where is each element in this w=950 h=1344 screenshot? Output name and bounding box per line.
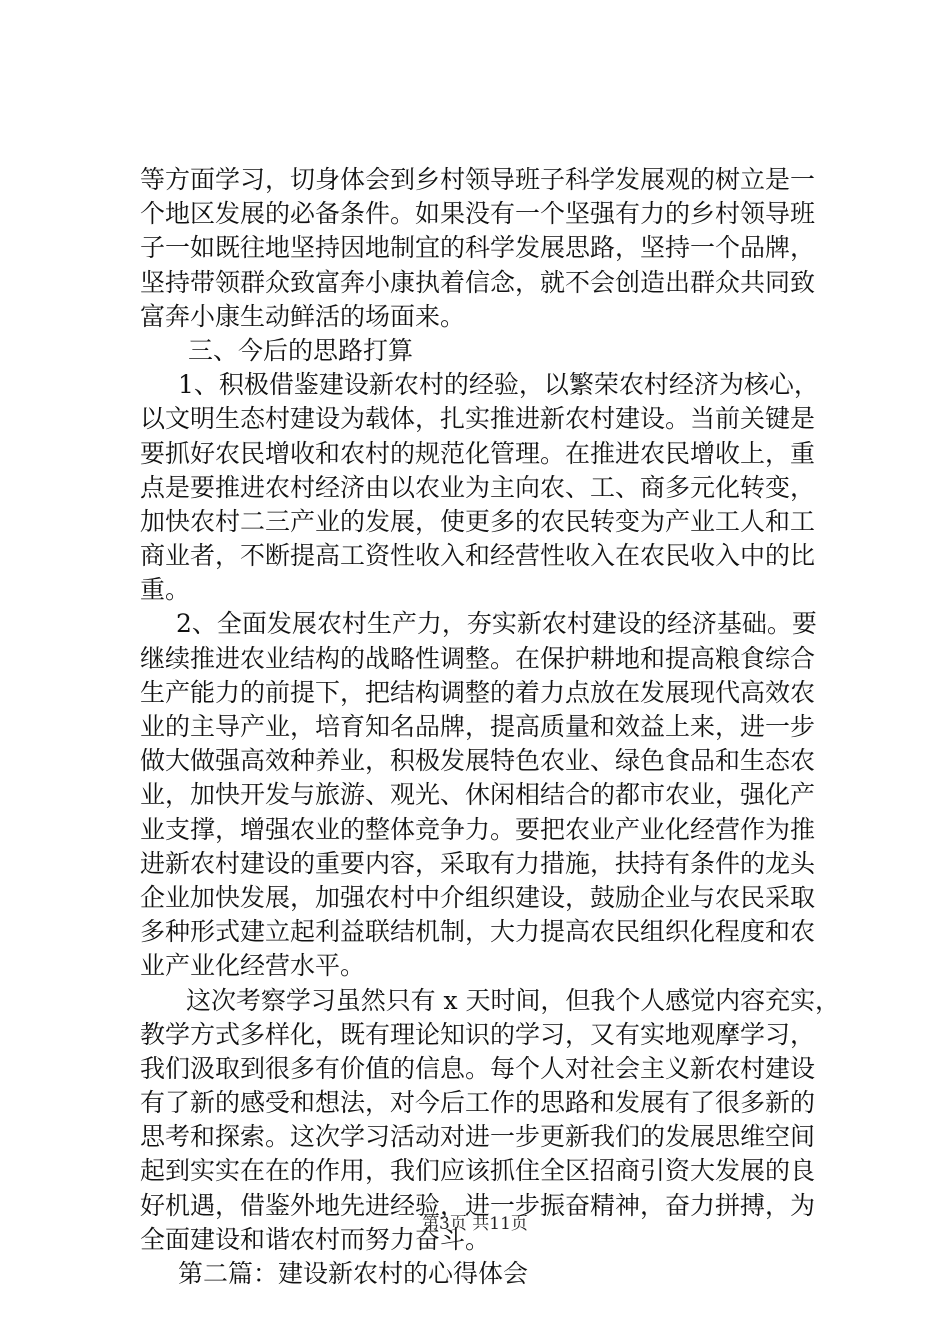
- text-line: 业的主导产业，培育知名品牌，提高质量和效益上来，进一步: [140, 712, 816, 741]
- text-line: 好机遇，借鉴外地先进经验，进一步振奋精神，奋力拼搏，为: [140, 1190, 816, 1220]
- text-line: 三、今后的思路打算: [188, 335, 414, 365]
- text-line: 业，加快开发与旅游、观光、休闲相结合的都市农业，强化产: [140, 780, 816, 810]
- text-line: 有了新的感受和想法，对今后工作的思路和发展有了很多新的: [140, 1088, 816, 1118]
- text-line: 重。: [140, 575, 191, 605]
- text-line: 1、积极借鉴建设新农村的经验，以繁荣农村经济为核心，: [178, 370, 819, 400]
- text-line: 富奔小康生动鲜活的场面来。: [140, 301, 466, 331]
- text-line: 点是要推进农村经济由以农业为主向农、工、商多元化转变，: [140, 472, 816, 502]
- text-line: 思考和探索。这次学习活动对进一步更新我们的发展思维空间: [140, 1122, 816, 1152]
- text-line: 个地区发展的必备条件。如果没有一个坚强有力的乡村领导班: [140, 199, 816, 229]
- text-line: 要抓好农民增收和农村的规范化管理。在推进农民增收上，重: [140, 438, 816, 468]
- text-line: 商业者，不断提高工资性收入和经营性收入在农民收入中的比: [140, 541, 816, 571]
- text-line: 生产能力的前提下，把结构调整的着力点放在发展现代高效农: [140, 677, 816, 707]
- text-line: 多种形式建立起利益联结机制，大力提高农民组织化程度和农: [140, 917, 816, 947]
- document-body: [140, 163, 840, 1291]
- text-line: 坚持带领群众致富奔小康执着信念，就不会创造出群众共同致: [140, 267, 816, 297]
- text-line: 教学方式多样化，既有理论知识的学习，又有实地观摩学习，: [140, 1019, 816, 1049]
- text-line: 业产业化经营水平。: [140, 951, 366, 981]
- text-line: 这次考察学习虽然只有 x 天时间，但我个人感觉内容充实，: [186, 985, 840, 1015]
- text-line: 以文明生态村建设为载体，扎实推进新农村建设。当前关键是: [140, 404, 816, 434]
- text-line: 加快农村二三产业的发展，使更多的农民转变为产业工人和工: [140, 506, 816, 536]
- text-line: 起到实实在在的作用，我们应该抓住全区招商引资大发展的良: [140, 1156, 816, 1186]
- page-footer: 第3页 共11页: [422, 1214, 528, 1234]
- text-line: 全面建设和谐农村而努力奋斗。: [140, 1224, 491, 1254]
- text-line: 继续推进农业结构的战略性调整。在保护耕地和提高粮食综合: [140, 643, 816, 673]
- text-line: 业支撑，增强农业的整体竞争力。要把农业产业化经营作为推: [140, 814, 816, 844]
- text-line: 等方面学习，切身体会到乡村领导班子科学发展观的树立是一: [140, 165, 816, 194]
- text-line: 2、全面发展农村生产力，夯实新农村建设的经济基础。要: [176, 609, 817, 639]
- text-line: 子一如既往地坚持因地制宜的科学发展思路，坚持一个品牌，: [140, 233, 816, 263]
- text-line: 进新农村建设的重要内容，采取有力措施，扶持有条件的龙头: [140, 848, 816, 878]
- text-line: 第二篇：建设新农村的心得体会: [178, 1259, 529, 1288]
- text-line: 我们汲取到很多有价值的信息。每个人对社会主义新农村建设: [140, 1053, 816, 1083]
- text-line: 企业加快发展，加强农村中介组织建设，鼓励企业与农民采取: [140, 882, 816, 912]
- text-line: 做大做强高效种养业，积极发展特色农业、绿色食品和生态农: [140, 746, 816, 776]
